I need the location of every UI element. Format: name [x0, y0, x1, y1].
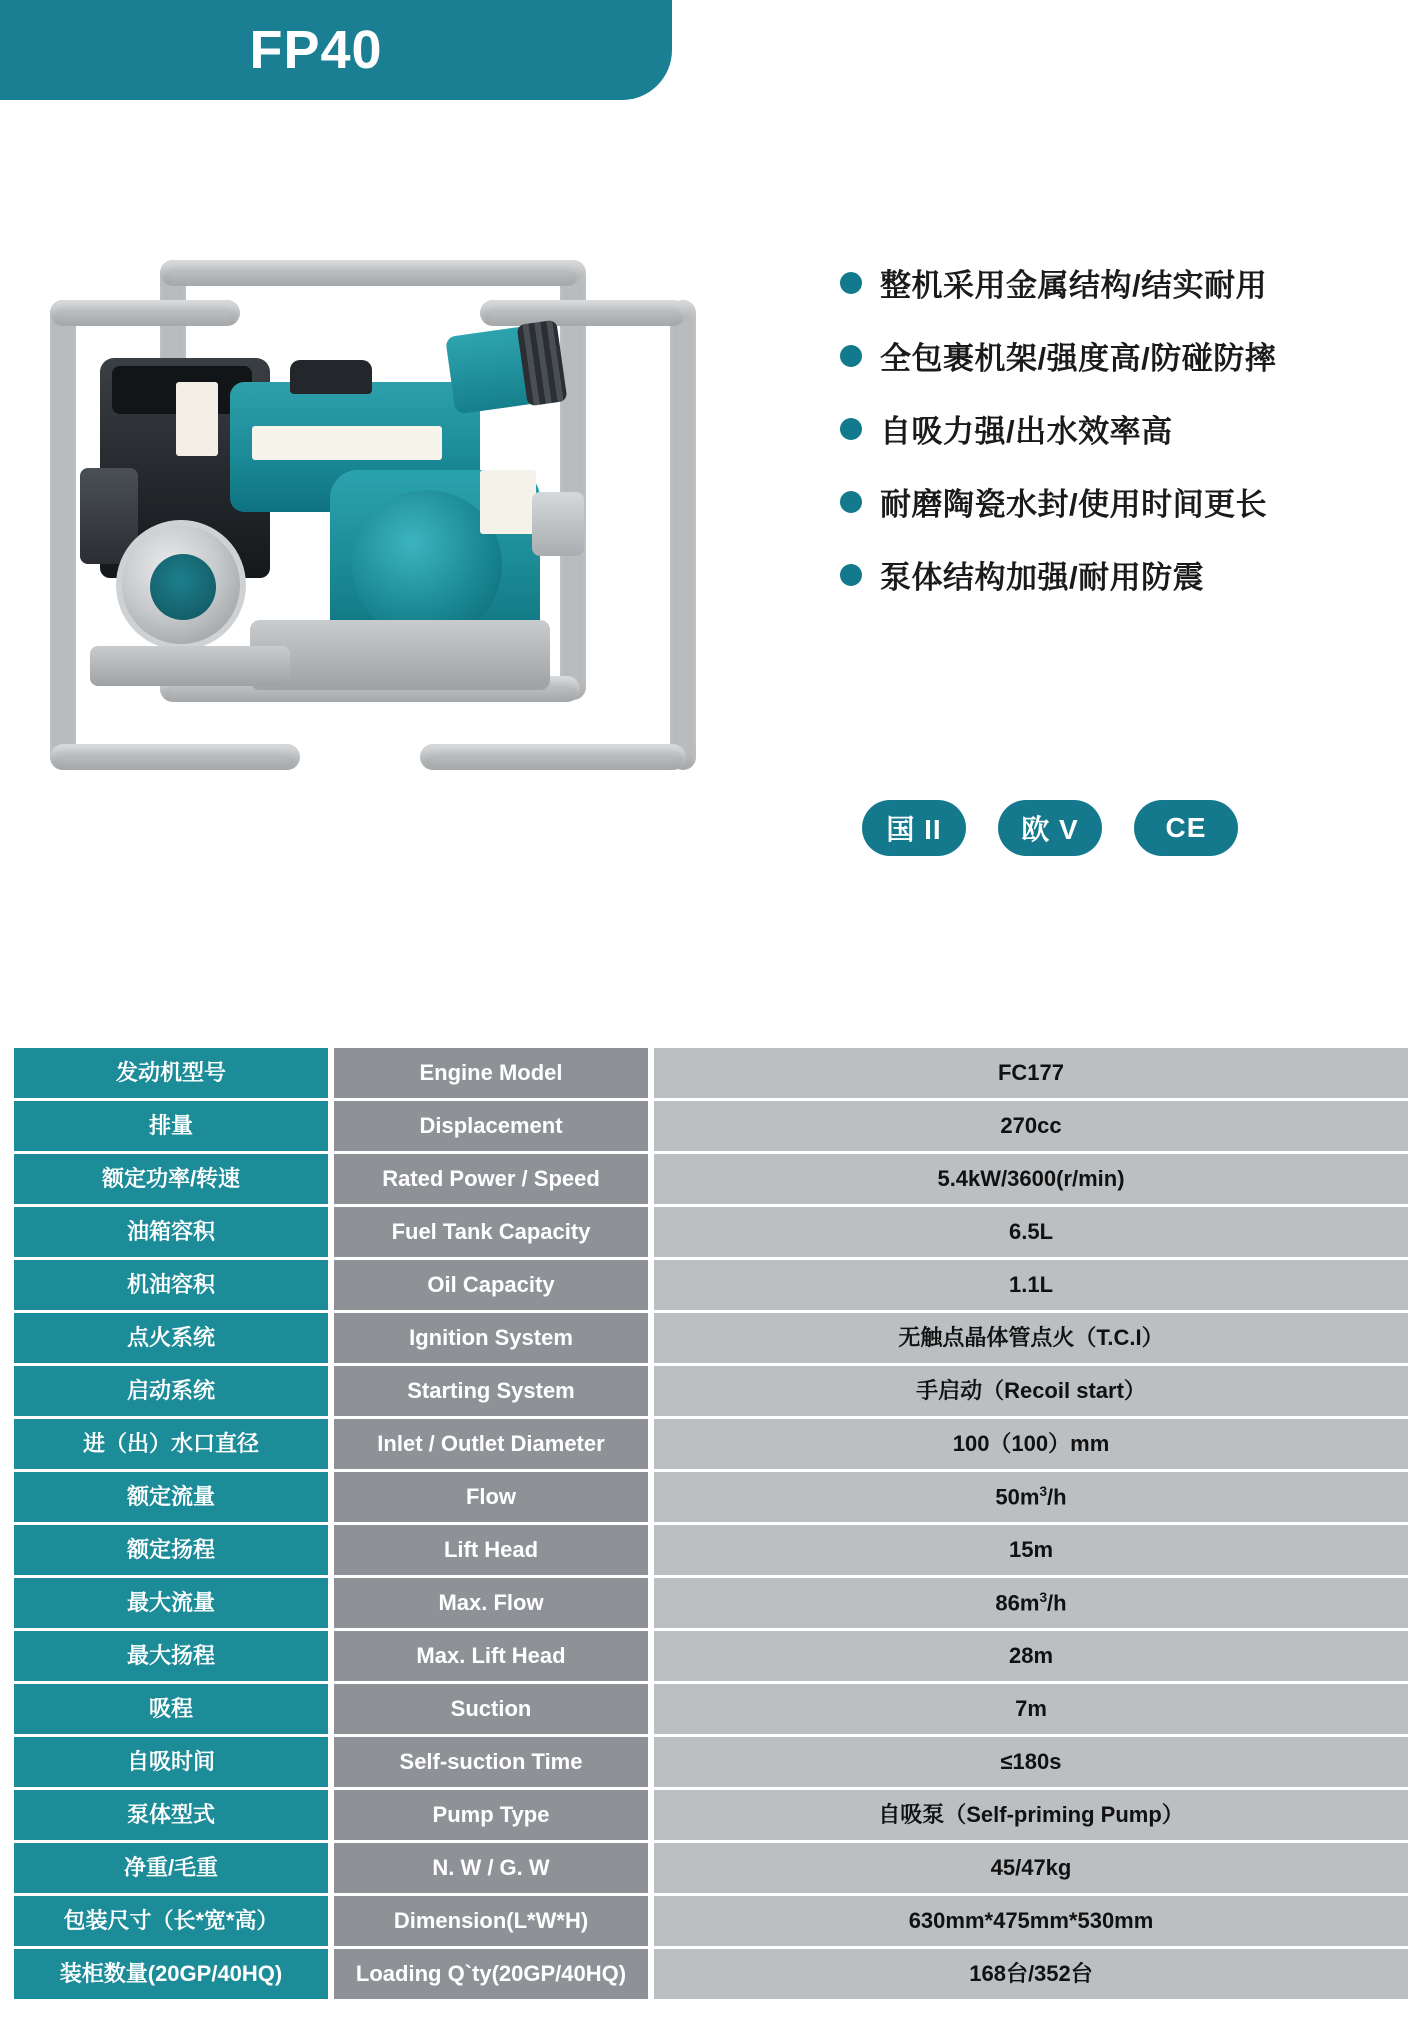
spec-label-en: Pump Type	[334, 1790, 654, 1840]
table-row	[14, 1790, 1408, 1840]
spec-label-cn: 额定扬程	[14, 1525, 334, 1575]
spec-value: FC177	[654, 1048, 1408, 1098]
spec-label-cn: 启动系统	[14, 1366, 334, 1416]
table-row	[14, 1843, 1408, 1893]
pump-spec-sticker	[480, 470, 536, 534]
spec-label-cn: 额定流量	[14, 1472, 334, 1522]
table-row	[14, 1525, 1408, 1575]
spec-label-cn: 机油容积	[14, 1260, 334, 1310]
engine-label-sticker	[176, 382, 218, 456]
table-row	[14, 1472, 1408, 1522]
spec-label-en: Ignition System	[334, 1313, 654, 1363]
spec-label-cn: 排量	[14, 1101, 334, 1151]
spec-value: 6.5L	[654, 1207, 1408, 1257]
spec-value: 自吸泵（Self-priming Pump）	[654, 1790, 1408, 1840]
spec-label-en: Flow	[334, 1472, 654, 1522]
recoil-hub	[150, 554, 216, 620]
spec-label-en: Suction	[334, 1684, 654, 1734]
badge-ce: CE	[1134, 800, 1238, 856]
spec-label-en: Oil Capacity	[334, 1260, 654, 1310]
spec-label-en: Dimension(L*W*H)	[334, 1896, 654, 1946]
spec-value: 手启动（Recoil start）	[654, 1366, 1408, 1416]
table-row	[14, 1260, 1408, 1310]
spec-label-cn: 自吸时间	[14, 1737, 334, 1787]
spec-value: $50m^3/h$	[654, 1472, 1408, 1522]
spec-label-cn: 油箱容积	[14, 1207, 334, 1257]
feature-label: 耐磨陶瓷水封/使用时间更长	[880, 487, 1268, 522]
spec-value: 7m	[654, 1684, 1408, 1734]
table-row	[14, 1419, 1408, 1469]
product-image	[20, 230, 810, 790]
spec-label-en: Rated Power / Speed	[334, 1154, 654, 1204]
specification-table	[14, 1045, 1408, 2002]
spec-value: 45/47kg	[654, 1843, 1408, 1893]
page-title: FP40	[249, 20, 383, 80]
table-row	[14, 1631, 1408, 1681]
spec-value: 100（100）mm	[654, 1419, 1408, 1469]
feature-label: 整机采用金属结构/结实耐用	[880, 268, 1268, 303]
table-row	[14, 1154, 1408, 1204]
spec-label-en: Loading Q`ty(20GP/40HQ)	[334, 1949, 654, 1999]
spec-label-cn: 装柜数量(20GP/40HQ)	[14, 1949, 334, 1999]
spec-label-cn: 点火系统	[14, 1313, 334, 1363]
bullet-dot-icon	[840, 564, 862, 586]
spec-label-en: Self-suction Time	[334, 1737, 654, 1787]
spec-value: 28m	[654, 1631, 1408, 1681]
feature-list	[840, 260, 1400, 625]
spec-label-cn: 包装尺寸（长*宽*高）	[14, 1896, 334, 1946]
certification-badges	[862, 800, 1270, 856]
spec-label-cn: 进（出）水口直径	[14, 1419, 334, 1469]
feature-item	[840, 552, 1400, 597]
table-row	[14, 1313, 1408, 1363]
spec-label-en: N. W / G. W	[334, 1843, 654, 1893]
table-row	[14, 1048, 1408, 1098]
suction-port	[532, 492, 584, 556]
bullet-dot-icon	[840, 491, 862, 513]
table-row	[14, 1366, 1408, 1416]
table-row	[14, 1207, 1408, 1257]
spec-value: 270cc	[654, 1101, 1408, 1151]
table-row	[14, 1101, 1408, 1151]
table-row	[14, 1578, 1408, 1628]
pump-base-plate	[250, 620, 550, 690]
frame-bar-top-rear	[160, 260, 580, 286]
tank-brand-sticker	[252, 426, 442, 460]
spec-label-en: Inlet / Outlet Diameter	[334, 1419, 654, 1469]
spec-label-cn: 吸程	[14, 1684, 334, 1734]
feature-label: 泵体结构加强/耐用防震	[880, 560, 1205, 595]
spec-value: 1.1L	[654, 1260, 1408, 1310]
bullet-dot-icon	[840, 418, 862, 440]
spec-value: 5.4kW/3600(r/min)	[654, 1154, 1408, 1204]
frame-bar-bottom-right	[420, 744, 686, 770]
spec-label-en: Max. Flow	[334, 1578, 654, 1628]
engine-mounting-foot	[90, 646, 290, 686]
spec-value: ≤180s	[654, 1737, 1408, 1787]
feature-item	[840, 260, 1400, 305]
feature-label: 全包裹机架/强度高/防碰防摔	[880, 341, 1277, 376]
spec-label-cn: 泵体型式	[14, 1790, 334, 1840]
spec-label-cn: 额定功率/转速	[14, 1154, 334, 1204]
fuel-cap	[290, 360, 372, 394]
spec-label-cn: 净重/毛重	[14, 1843, 334, 1893]
table-row	[14, 1737, 1408, 1787]
feature-item	[840, 333, 1400, 378]
spec-label-en: Starting System	[334, 1366, 654, 1416]
table-row	[14, 1949, 1408, 1999]
spec-label-cn: 最大扬程	[14, 1631, 334, 1681]
spec-value: 168台/352台	[654, 1949, 1408, 1999]
feature-item	[840, 479, 1400, 524]
table-row	[14, 1896, 1408, 1946]
spec-value: 630mm*475mm*530mm	[654, 1896, 1408, 1946]
spec-value: $86m^3/h$	[654, 1578, 1408, 1628]
spec-label-en: Displacement	[334, 1101, 654, 1151]
spec-value: 15m	[654, 1525, 1408, 1575]
feature-label: 自吸力强/出水效率高	[880, 414, 1173, 449]
pump-assembly	[80, 320, 700, 720]
badge-euro-5: 欧 V	[998, 800, 1102, 856]
bullet-dot-icon	[840, 272, 862, 294]
frame-bar-bottom-left	[50, 744, 300, 770]
feature-item	[840, 406, 1400, 451]
recoil-starter	[116, 520, 246, 650]
frame-bar-left-front	[50, 300, 76, 770]
model-title-banner	[0, 0, 672, 100]
spec-label-en: Lift Head	[334, 1525, 654, 1575]
spec-label-en: Engine Model	[334, 1048, 654, 1098]
spec-label-en: Fuel Tank Capacity	[334, 1207, 654, 1257]
spec-value: 无触点晶体管点火（T.C.I）	[654, 1313, 1408, 1363]
spec-label-cn: 最大流量	[14, 1578, 334, 1628]
badge-guo-2: 国 II	[862, 800, 966, 856]
table-row	[14, 1684, 1408, 1734]
spec-label-cn: 发动机型号	[14, 1048, 334, 1098]
bullet-dot-icon	[840, 345, 862, 367]
spec-label-en: Max. Lift Head	[334, 1631, 654, 1681]
